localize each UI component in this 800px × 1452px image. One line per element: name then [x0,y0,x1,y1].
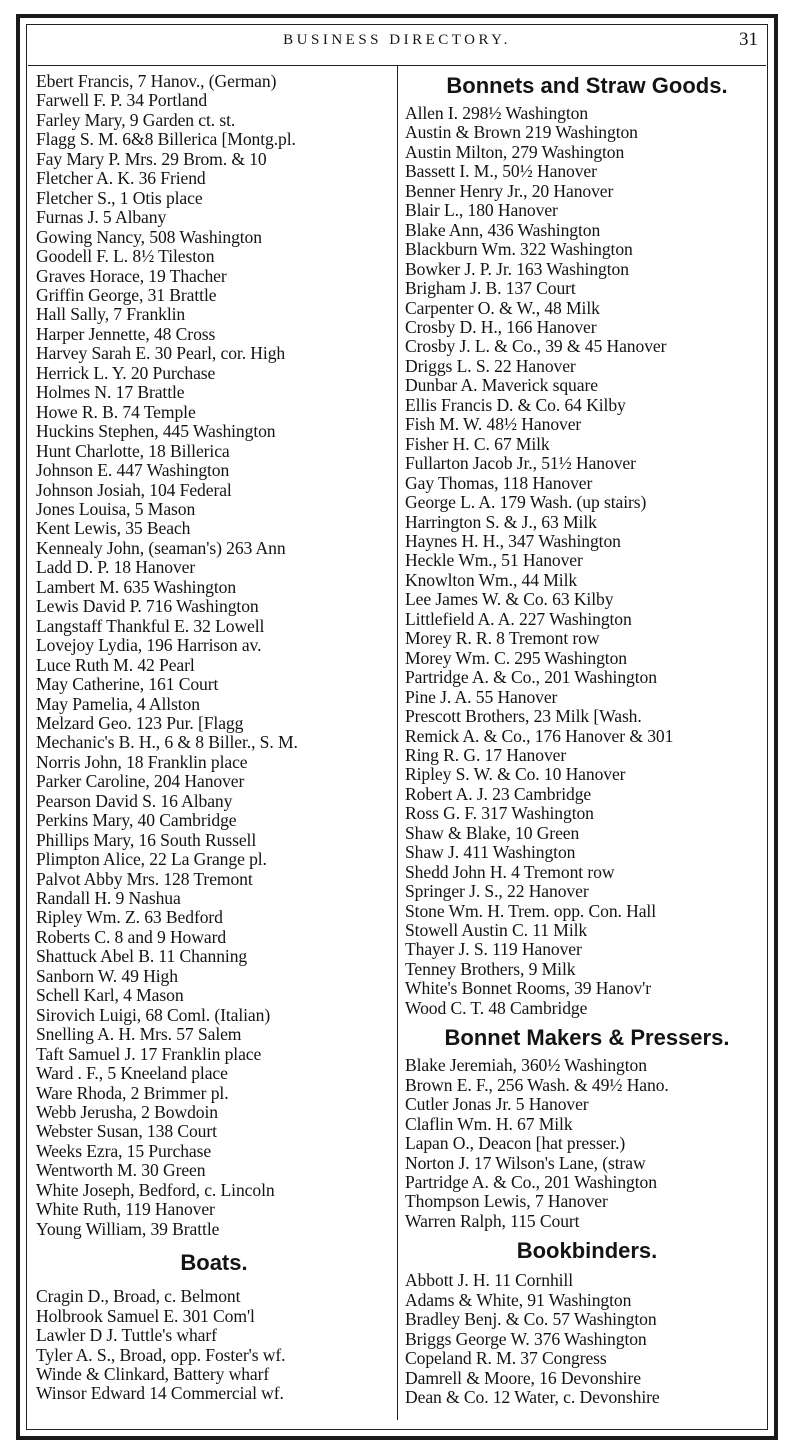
directory-entry: Abbott J. H. 11 Cornhill [405,1271,574,1291]
directory-entry: George L. A. 179 Wash. (up stairs) [405,493,647,513]
directory-entry: White Ruth, 119 Hanover [36,1200,215,1220]
directory-entry: Shaw J. 411 Washington [405,843,576,863]
directory-entry: Shedd John H. 4 Tremont row [405,862,615,882]
directory-entry: Benner Henry Jr., 20 Hanover [405,181,614,201]
directory-entry: Blake Jeremiah, 360½ Washington [405,1056,647,1076]
directory-entry: Lewis David P. 716 Washington [36,597,259,617]
directory-entry: Ripley Wm. Z. 63 Bedford [36,908,223,928]
directory-entry: Ladd D. P. 18 Hanover [36,558,196,578]
directory-entry: Briggs George W. 376 Washington [405,1329,647,1349]
directory-entry: Springer J. S., 22 Hanover [405,882,589,902]
directory-entry: Wentworth M. 30 Green [36,1161,206,1181]
directory-entry: Graves Horace, 19 Thacher [36,266,227,286]
directory-entry: Wood C. T. 48 Cambridge [405,998,588,1018]
directory-entry: Partridge A. & Co., 201 Washington [405,668,657,688]
directory-entry: Brigham J. B. 137 Court [405,279,576,299]
directory-entry: Dunbar A. Maverick square [405,376,598,396]
directory-entry: Cragin D., Broad, c. Belmont [36,1287,241,1307]
directory-entry: Remick A. & Co., 176 Hanover & 301 [405,726,674,746]
directory-entry: Bowker J. P. Jr. 163 Washington [405,259,629,279]
directory-entry: Tenney Brothers, 9 Milk [405,959,576,979]
directory-entry: Parker Caroline, 204 Hanover [36,772,245,792]
directory-entry: Lee James W. & Co. 63 Kilby [405,590,614,610]
directory-entry: Crosby D. H., 166 Hanover [405,317,597,337]
page-header-title: BUSINESS DIRECTORY. [283,32,511,48]
bookbinders-list [405,1271,769,1407]
directory-entry: Luce Ruth M. 42 Pearl [36,655,195,675]
directory-entry: Goodell F. L. 8½ Tileston [36,247,215,267]
name-list [36,72,392,1239]
directory-entry: Shattuck Abel B. 11 Channing [36,947,248,967]
directory-entry: Ebert Francis, 7 Hanov., (German) [36,72,277,91]
directory-entry: Ward . F., 5 Kneeland place [36,1064,228,1084]
directory-entry: Melzard Geo. 123 Pur. [Flagg [36,713,244,733]
directory-entry: Tyler A. S., Broad, opp. Foster's wf. [36,1345,286,1365]
directory-entry: Ross G. F. 317 Washington [405,804,594,824]
bonnet-makers-list [405,1056,769,1231]
left-column [36,72,392,1404]
directory-entry: Littlefield A. A. 227 Washington [405,609,632,629]
directory-entry: Lawler D J. Tuttle's wharf [36,1326,217,1346]
directory-entry: White Joseph, Bedford, c. Lincoln [36,1180,275,1200]
directory-entry: Winde & Clinkard, Battery wharf [36,1365,270,1384]
directory-entry: Warren Ralph, 115 Court [405,1211,580,1231]
directory-entry: Knowlton Wm., 44 Milk [405,570,578,590]
directory-entry: Austin & Brown 219 Washington [405,123,638,143]
directory-entry: Ellis Francis D. & Co. 64 Kilby [405,395,626,415]
directory-entry: Hall Sally, 7 Franklin [36,305,186,325]
directory-entry: Ripley S. W. & Co. 10 Hanover [405,765,626,785]
bonnets-list [405,104,769,1018]
directory-entry: Herrick L. Y. 20 Purchase [36,363,216,383]
directory-entry: Hunt Charlotte, 18 Billerica [36,441,230,461]
directory-entry: Sanborn W. 49 High [36,966,178,986]
directory-entry: Damrell & Moore, 16 Devonshire [405,1368,641,1388]
directory-entry: Copeland R. M. 37 Congress [405,1349,607,1369]
directory-entry: Fletcher A. K. 36 Friend [36,169,206,189]
directory-entry: Palvot Abby Mrs. 128 Tremont [36,869,253,889]
directory-entry: Carpenter O. & W., 48 Milk [405,298,600,318]
directory-entry: Weeks Ezra, 15 Purchase [36,1141,212,1161]
directory-entry: Langstaff Thankful E. 32 Lowell [36,616,265,636]
directory-entry: Snelling A. H. Mrs. 57 Salem [36,1025,242,1045]
directory-entry: Adams & White, 91 Washington [405,1290,632,1310]
directory-entry: Holmes N. 17 Brattle [36,383,185,403]
directory-entry: Blair L., 180 Hanover [405,201,558,221]
directory-entry: Cutler Jonas Jr. 5 Hanover [405,1095,589,1115]
directory-entry: Claflin Wm. H. 67 Milk [405,1114,573,1134]
directory-entry: Bradley Benj. & Co. 57 Washington [405,1310,657,1330]
directory-entry: Prescott Brothers, 23 Milk [Wash. [405,707,642,727]
section-heading-bookbinders: Bookbinders. [516,1238,658,1264]
directory-entry: Taft Samuel J. 17 Franklin place [36,1044,262,1064]
directory-entry: Winsor Edward 14 Commercial wf. [36,1384,284,1404]
running-head [30,30,764,54]
section-heading-boats: Boats. [180,1250,248,1276]
directory-entry: Webb Jerusha, 2 Bowdoin [36,1103,218,1123]
directory-entry: Webster Susan, 138 Court [36,1122,217,1142]
directory-entry: Sirovich Luigi, 68 Coml. (Italian) [36,1005,271,1025]
directory-entry: Fisher H. C. 67 Milk [405,434,550,454]
directory-entry: Blackburn Wm. 322 Washington [405,240,633,260]
directory-entry: Phillips Mary, 16 South Russell [36,830,257,850]
directory-entry: Jones Louisa, 5 Mason [36,499,196,519]
directory-entry: Harrington S. & J., 63 Milk [405,512,597,532]
directory-entry: Haynes H. H., 347 Washington [405,531,621,551]
directory-entry: Johnson Josiah, 104 Federal [36,480,232,500]
directory-entry: White's Bonnet Rooms, 39 Hanov'r [405,979,652,999]
directory-entry: May Pamelia, 4 Allston [36,694,200,714]
directory-entry: Randall H. 9 Nashua [36,889,181,909]
directory-entry: Dean & Co. 12 Water, c. Devonshire [405,1388,660,1408]
directory-entry: Gowing Nancy, 508 Washington [36,227,262,247]
directory-entry: Shaw & Blake, 10 Green [405,823,580,843]
directory-entry: Norris John, 18 Franklin place [36,752,248,772]
directory-entry: Lovejoy Lydia, 196 Harrison av. [36,636,262,656]
directory-entry: Mechanic's B. H., 6 & 8 Biller., S. M. [36,733,298,753]
directory-entry: Ring R. G. 17 Hanover [405,745,567,765]
directory-entry: Morey R. R. 8 Tremont row [405,629,600,649]
page-number: 31 [739,29,758,50]
directory-entry: Lambert M. 635 Washington [36,577,237,597]
directory-entry: Griffin George, 31 Brattle [36,285,217,305]
directory-entry: Huckins Stephen, 445 Washington [36,422,276,442]
directory-entry: Stowell Austin C. 11 Milk [405,921,588,941]
directory-entry: Howe R. B. 74 Temple [36,402,196,422]
directory-entry: Farley Mary, 9 Garden ct. st. [36,110,236,130]
directory-entry: Holbrook Samuel E. 301 Com'l [36,1306,255,1326]
directory-entry: Heckle Wm., 51 Hanover [405,551,583,571]
directory-entry: Driggs L. S. 22 Hanover [405,356,576,376]
directory-entry: Plimpton Alice, 22 La Grange pl. [36,850,267,870]
directory-entry: Perkins Mary, 40 Cambridge [36,811,237,831]
directory-entry: Bassett I. M., 50½ Hanover [405,162,597,182]
directory-entry: Schell Karl, 4 Mason [36,986,184,1006]
directory-entry: Furnas J. 5 Albany [36,208,167,228]
directory-entry: Blake Ann, 436 Washington [405,220,601,240]
directory-entry: Kent Lewis, 35 Beach [36,519,191,539]
boats-list [36,1287,392,1404]
directory-entry: Ware Rhoda, 2 Brimmer pl. [36,1083,229,1103]
directory-entry: Farwell F. P. 34 Portland [36,91,208,111]
directory-entry: Flagg S. M. 6&8 Billerica [Montg.pl. [36,130,296,150]
section-heading-bonnet-makers: Bonnet Makers & Pressers. [444,1025,730,1051]
section-heading-bonnets: Bonnets and Straw Goods. [446,73,728,98]
directory-entry: Pearson David S. 16 Albany [36,791,233,811]
directory-entry: Lapan O., Deacon [hat presser.) [405,1134,626,1154]
directory-entry: Allen I. 298½ Washington [405,104,589,123]
directory-entry: Young William, 39 Brattle [36,1219,220,1239]
directory-entry: Fullarton Jacob Jr., 51½ Hanover [405,454,636,474]
directory-entry: Robert A. J. 23 Cambridge [405,784,592,804]
directory-entry: Harper Jennette, 48 Cross [36,324,216,344]
directory-entry: Crosby J. L. & Co., 39 & 45 Hanover [405,337,667,357]
directory-entry: Thompson Lewis, 7 Hanover [405,1192,608,1212]
directory-entry: Norton J. 17 Wilson's Lane, (straw [405,1153,646,1173]
directory-entry: Partridge A. & Co., 201 Washington [405,1173,657,1193]
directory-entry: Harvey Sarah E. 30 Pearl, cor. High [36,344,286,364]
directory-entry: Roberts C. 8 and 9 Howard [36,927,227,947]
right-column [405,72,769,1408]
directory-entry: Brown E. F., 256 Wash. & 49½ Hano. [405,1075,669,1095]
directory-entry: Fay Mary P. Mrs. 29 Brom. & 10 [36,149,267,169]
directory-entry: Fletcher S., 1 Otis place [36,188,203,208]
directory-entry: May Catherine, 161 Court [36,675,219,695]
directory-entry: Fish M. W. 48½ Hanover [405,415,582,435]
directory-entry: Austin Milton, 279 Washington [405,142,625,162]
directory-entry: Pine J. A. 55 Hanover [405,687,558,707]
directory-entry: Johnson E. 447 Washington [36,461,230,481]
directory-entry: Morey Wm. C. 295 Washington [405,648,627,668]
column-divider [397,66,398,1420]
directory-entry: Kennealy John, (seaman's) 263 Ann [36,538,286,558]
directory-entry: Gay Thomas, 118 Hanover [405,473,593,493]
directory-entry: Thayer J. S. 119 Hanover [405,940,582,960]
directory-entry: Stone Wm. H. Trem. opp. Con. Hall [405,901,657,921]
